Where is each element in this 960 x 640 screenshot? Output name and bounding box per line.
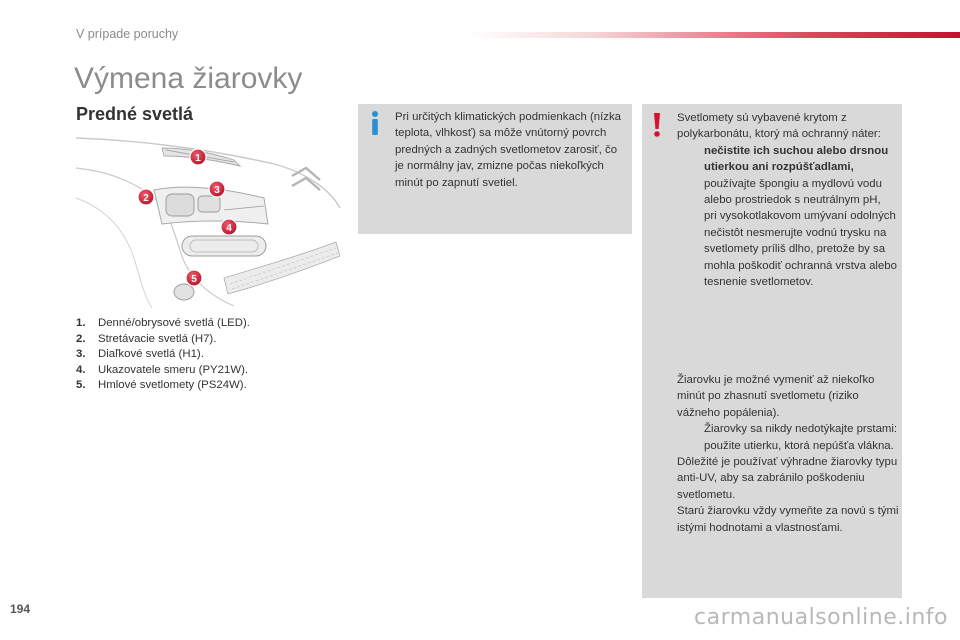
warning-bulb-handling [677,372,901,536]
warning-bullet: nečistite ich suchou alebo drsnou utierkou ani rozpúšťadlami, [704,144,889,174]
info-text: Pri určitých klimatických podmienkach (nízka teplota, vlhkosť) sa môže vnútorný povrch predných a zadných svetlometov zarosiť, čo je normálny jav, zmizne počas niekoľkých minút po zapnutí svetiel. [395,111,621,189]
warning-box [642,104,902,598]
svg-text:2: 2 [143,193,149,204]
callout-2 [138,189,154,205]
page-number: 194 [10,602,31,616]
headlight-illustration [74,128,340,310]
bulb-intro: Žiarovku je možné vymeniť až niekoľko minút po zhasnutí svetlometu (riziko vážneho popálenia). [677,374,875,419]
page-title: Výmena žiarovky [74,62,303,95]
bulb-legend [76,316,346,394]
uv-note: Dôležité je používať výhradne žiarovky typu anti-UV, aby sa zabránilo poškodeniu svetlometu. [677,456,898,501]
warning-polycarbonate [677,110,901,290]
legend-item: 2. Stretávacie svetlá (H7). [76,332,217,345]
callout-5 [186,270,202,286]
watermark: carmanualsonline.info [694,605,948,630]
warning-intro: Svetlomety sú vybavené krytom z polykarbonátu, ktorý má ochranný náter: [677,112,881,141]
callout-1 [190,149,206,165]
svg-text:3: 3 [214,185,220,196]
old-bulb-note: Starú žiarovku vždy vymeňte za novú s tými istými hodnotami a vlastnosťami. [677,505,899,534]
warning-bullet: používajte špongiu a mydlovú vodu alebo prostriedok s neutrálnym pH, [704,177,882,207]
section-title: Predné svetlá [76,104,194,124]
chapter-title: V prípade poruchy [76,27,179,41]
legend-item: 5. Hmlové svetlomety (PS24W). [76,379,247,392]
warning-bullet: Žiarovky sa nikdy nedotýkajte prstami: použite utierku, ktorá nepúšťa vlákna. [704,423,898,452]
svg-text:5: 5 [191,274,197,285]
legend-item: 1. Denné/obrysové svetlá (LED). [76,317,250,329]
legend-item: 4. Ukazovatele smeru (PY21W). [76,363,249,376]
svg-text:1: 1 [195,153,201,164]
svg-text:4: 4 [226,223,232,234]
info-icon [366,110,384,136]
info-box [358,104,632,234]
header-accent-bar [470,32,960,38]
callout-4 [221,219,237,235]
legend-item: 3. Diaľkové svetlá (H1). [76,348,204,361]
callout-3 [209,181,225,197]
exclamation-icon [650,112,664,138]
warning-bullet: pri vysokotlakovom umývaní odolných nečistôt nesmerujte vodnú trysku na svetlomety príliš dlho, pretože by sa mohla poškodiť ochranná vrstva alebo tesnenie svetlometov. [704,210,897,289]
